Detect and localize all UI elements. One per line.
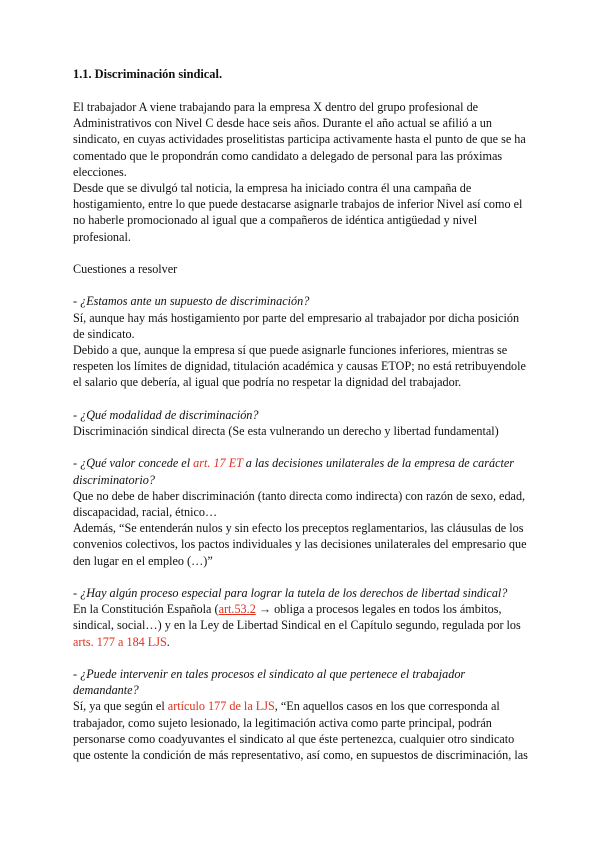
- answer-1-paragraph-1: Sí, aunque hay más hostigamiento por parte del empresario al trabajador por dicha posición de sindicato.: [73, 310, 520, 341]
- questions-heading: Cuestiones a resolver: [73, 262, 178, 277]
- answer-1-paragraph-2: Debido a que, aunque la empresa sí que puede asignarle funciones inferiores, mientras se respeten los límites de dignidad, titulación académica y causas ETOP; no está retribuyendole el salario que debería, al igual que podría no respetar la dignidad del trabajador.: [73, 343, 526, 390]
- intro-paragraph-1: El trabajador A viene trabajando para la empresa X dentro del grupo profesional de Administrativos con Nivel C desde hace seis años. Durante el año actual se afilió a un sindicato, en cuyas actividades proselitistas participa activamente hasta el punto de que se ha comentado que le propondrán como candidato a delegado de personal para las próximas elecciones.: [73, 100, 526, 179]
- question-5: - ¿Puede intervenir en tales procesos el sindicato al que pertenece el trabajador demandante?: [73, 667, 466, 698]
- question-3: [73, 455, 528, 487]
- answer-5: [73, 698, 528, 763]
- art-17-et-link[interactable]: art. 17 ET: [193, 456, 243, 471]
- question-4: - ¿Hay algún proceso especial para lograr la tutela de los derechos de libertad sindical?: [73, 586, 508, 601]
- document-body: [73, 66, 528, 763]
- answer-5-text-end: , “En aquellos casos en los que corresponda al trabajador, como sujeto lesionado, la legitimación activa como parte principal, podrán personarse como coadyuvantes el sindicato al que éste pertenezca, cualquier otro sindicato que ostente la condición de más representativo, así como, en supuestos de discriminación, las: [73, 699, 528, 763]
- answer-2: Discriminación sindical directa (Se esta vulnerando un derecho y libertad fundamental): [73, 424, 499, 439]
- answer-4: [73, 601, 528, 650]
- answer-5-text-start: Sí, ya que según el: [73, 699, 168, 714]
- question-3-text-end: a las decisiones unilaterales de la empresa de carácter discriminatorio?: [73, 456, 515, 487]
- art-177-ljs-link[interactable]: artículo 177 de la LJS: [167, 699, 275, 714]
- answer-3-paragraph-2: Además, “Se entenderán nulos y sin efecto los preceptos reglamentarios, las cláusulas de los convenios colectivos, los pactos individuales y las decisiones unilaterales del empresario que den lugar en el empleo (…)”: [73, 521, 527, 568]
- question-2: - ¿Qué modalidad de discriminación?: [73, 407, 259, 422]
- arts-177-184-ljs-link[interactable]: arts. 177 a 184 LJS: [73, 634, 167, 649]
- answer-4-text-start: En la Constitución Española (: [73, 602, 219, 617]
- intro-paragraph-2: Desde que se divulgó tal noticia, la empresa ha iniciado contra él una campaña de hostigamiento, entre lo que puede destacarse asignarle trabajos de inferior Nivel así como el no haberle promocionado al igual que a compañeros de idéntica antigüedad y nivel profesional.: [73, 181, 523, 244]
- question-1: - ¿Estamos ante un supuesto de discriminación?: [73, 294, 310, 309]
- answer-4-text-middle: → obliga a procesos legales en todos los ámbitos, sindical, social…) y en la Ley de Libertad Sindical en el Capítulo segundo, regulada por los: [73, 602, 521, 633]
- question-3-text-start: - ¿Qué valor concede el: [73, 456, 194, 471]
- section-title: 1.1. Discriminación sindical.: [73, 67, 223, 81]
- art-53-2-link[interactable]: art.53.2: [218, 602, 256, 617]
- answer-4-text-end: .: [166, 634, 170, 649]
- answer-3-paragraph-1: Que no debe de haber discriminación (tanto directa como indirecta) con razón de sexo, edad, discapacidad, racial, étnico…: [73, 488, 526, 520]
